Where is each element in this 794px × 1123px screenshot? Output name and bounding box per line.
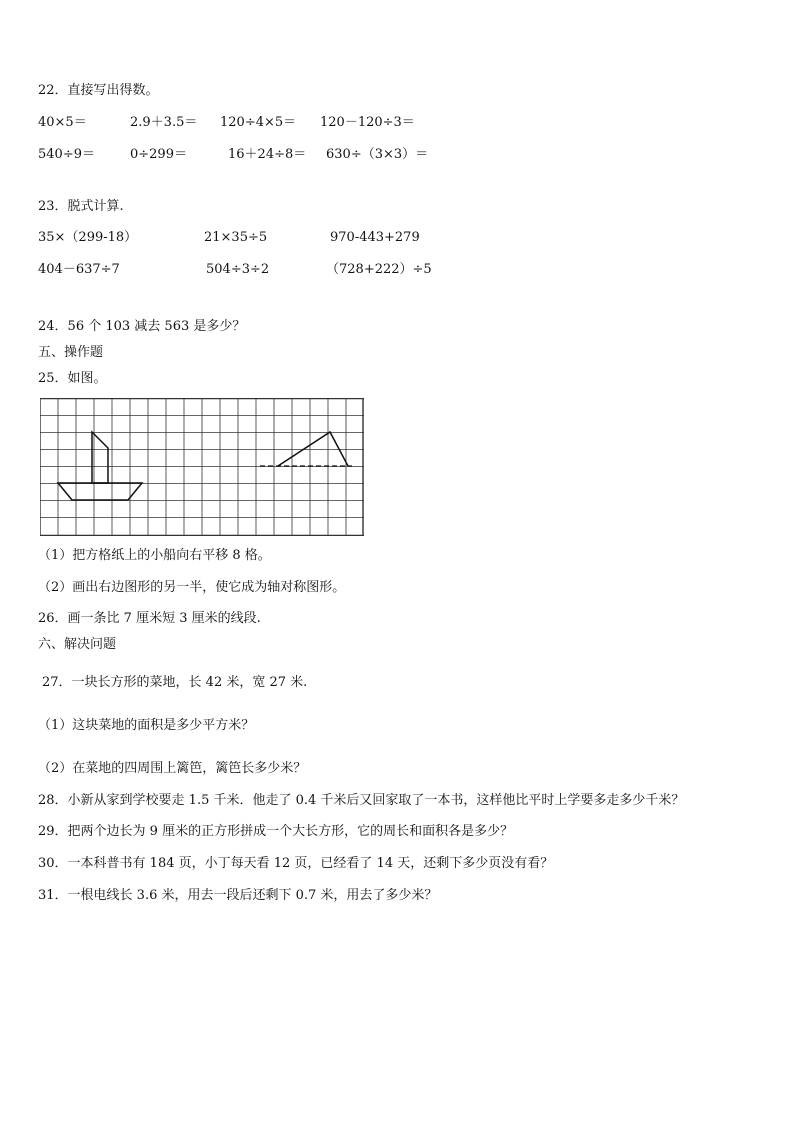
- q23-item-1: 35×（299-18）: [38, 230, 138, 245]
- q22-item-2: 2.9＋3.5＝: [130, 115, 198, 130]
- q24: 24．56 个 103 减去 563 是多少？: [38, 319, 246, 334]
- q25-sub1: （1）把方格纸上的小船向右平移 8 格。: [38, 548, 271, 563]
- q29: 29．把两个边长为 9 厘米的正方形拼成一个大长方形，它的周长和面积各是多少？: [38, 824, 514, 839]
- half-triangle: [278, 432, 348, 466]
- grid-lines: [40, 398, 364, 536]
- q22-title: 22．直接写出得数。: [38, 83, 159, 98]
- q22-item-5: 540÷9＝: [38, 147, 95, 162]
- section-6-heading: 六、解决问题: [38, 637, 117, 652]
- q28: 28．小新从家到学校要走 1.5 千米．他走了 0.4 千米后又回家取了一本书，这样他比平时上学要多走多少千米？: [38, 793, 685, 808]
- q27-title: 27．一块长方形的菜地，长 42 米，宽 27 米.: [42, 675, 308, 690]
- q23-item-5: 504÷3÷2: [206, 262, 270, 277]
- q23-title: 23．脱式计算.: [38, 199, 124, 214]
- q30: 30．一本科普书有 184 页，小丁每天看 12 页，已经看了 14 天，还剩下多少页没有看？: [38, 856, 554, 871]
- q31: 31．一根电线长 3.6 米，用去一段后还剩下 0.7 米，用去了多少米？: [38, 888, 438, 903]
- grid-svg: [40, 398, 364, 536]
- q23-item-4: 404－637÷7: [38, 262, 120, 277]
- q22-item-6: 0÷299＝: [130, 147, 187, 162]
- q22-item-7: 16＋24÷8＝: [228, 147, 307, 162]
- q25-title: 25．如图。: [38, 371, 107, 386]
- q23-item-2: 21×35÷5: [204, 230, 268, 245]
- q26: 26．画一条比 7 厘米短 3 厘米的线段.: [38, 611, 261, 626]
- q22-item-8: 630÷（3×3）＝: [326, 147, 429, 162]
- q22-item-3: 120÷4×5＝: [220, 115, 297, 130]
- q23-item-3: 970-443+279: [330, 230, 420, 245]
- boat-sail: [92, 432, 108, 483]
- q23-item-6: （728+222）÷5: [326, 262, 432, 277]
- q25-sub2: （2）画出右边图形的另一半，使它成为轴对称图形。: [38, 580, 346, 595]
- q22-item-1: 40×5＝: [38, 115, 87, 130]
- grid-figure: [40, 398, 364, 536]
- section-5-heading: 五、操作题: [38, 345, 104, 360]
- boat-hull: [58, 483, 142, 500]
- q22-item-4: 120－120÷3＝: [320, 115, 415, 130]
- q27-sub1: （1）这块菜地的面积是多少平方米？: [38, 718, 255, 733]
- q27-sub2: （2）在菜地的四周围上篱笆，篱笆长多少米？: [38, 761, 307, 776]
